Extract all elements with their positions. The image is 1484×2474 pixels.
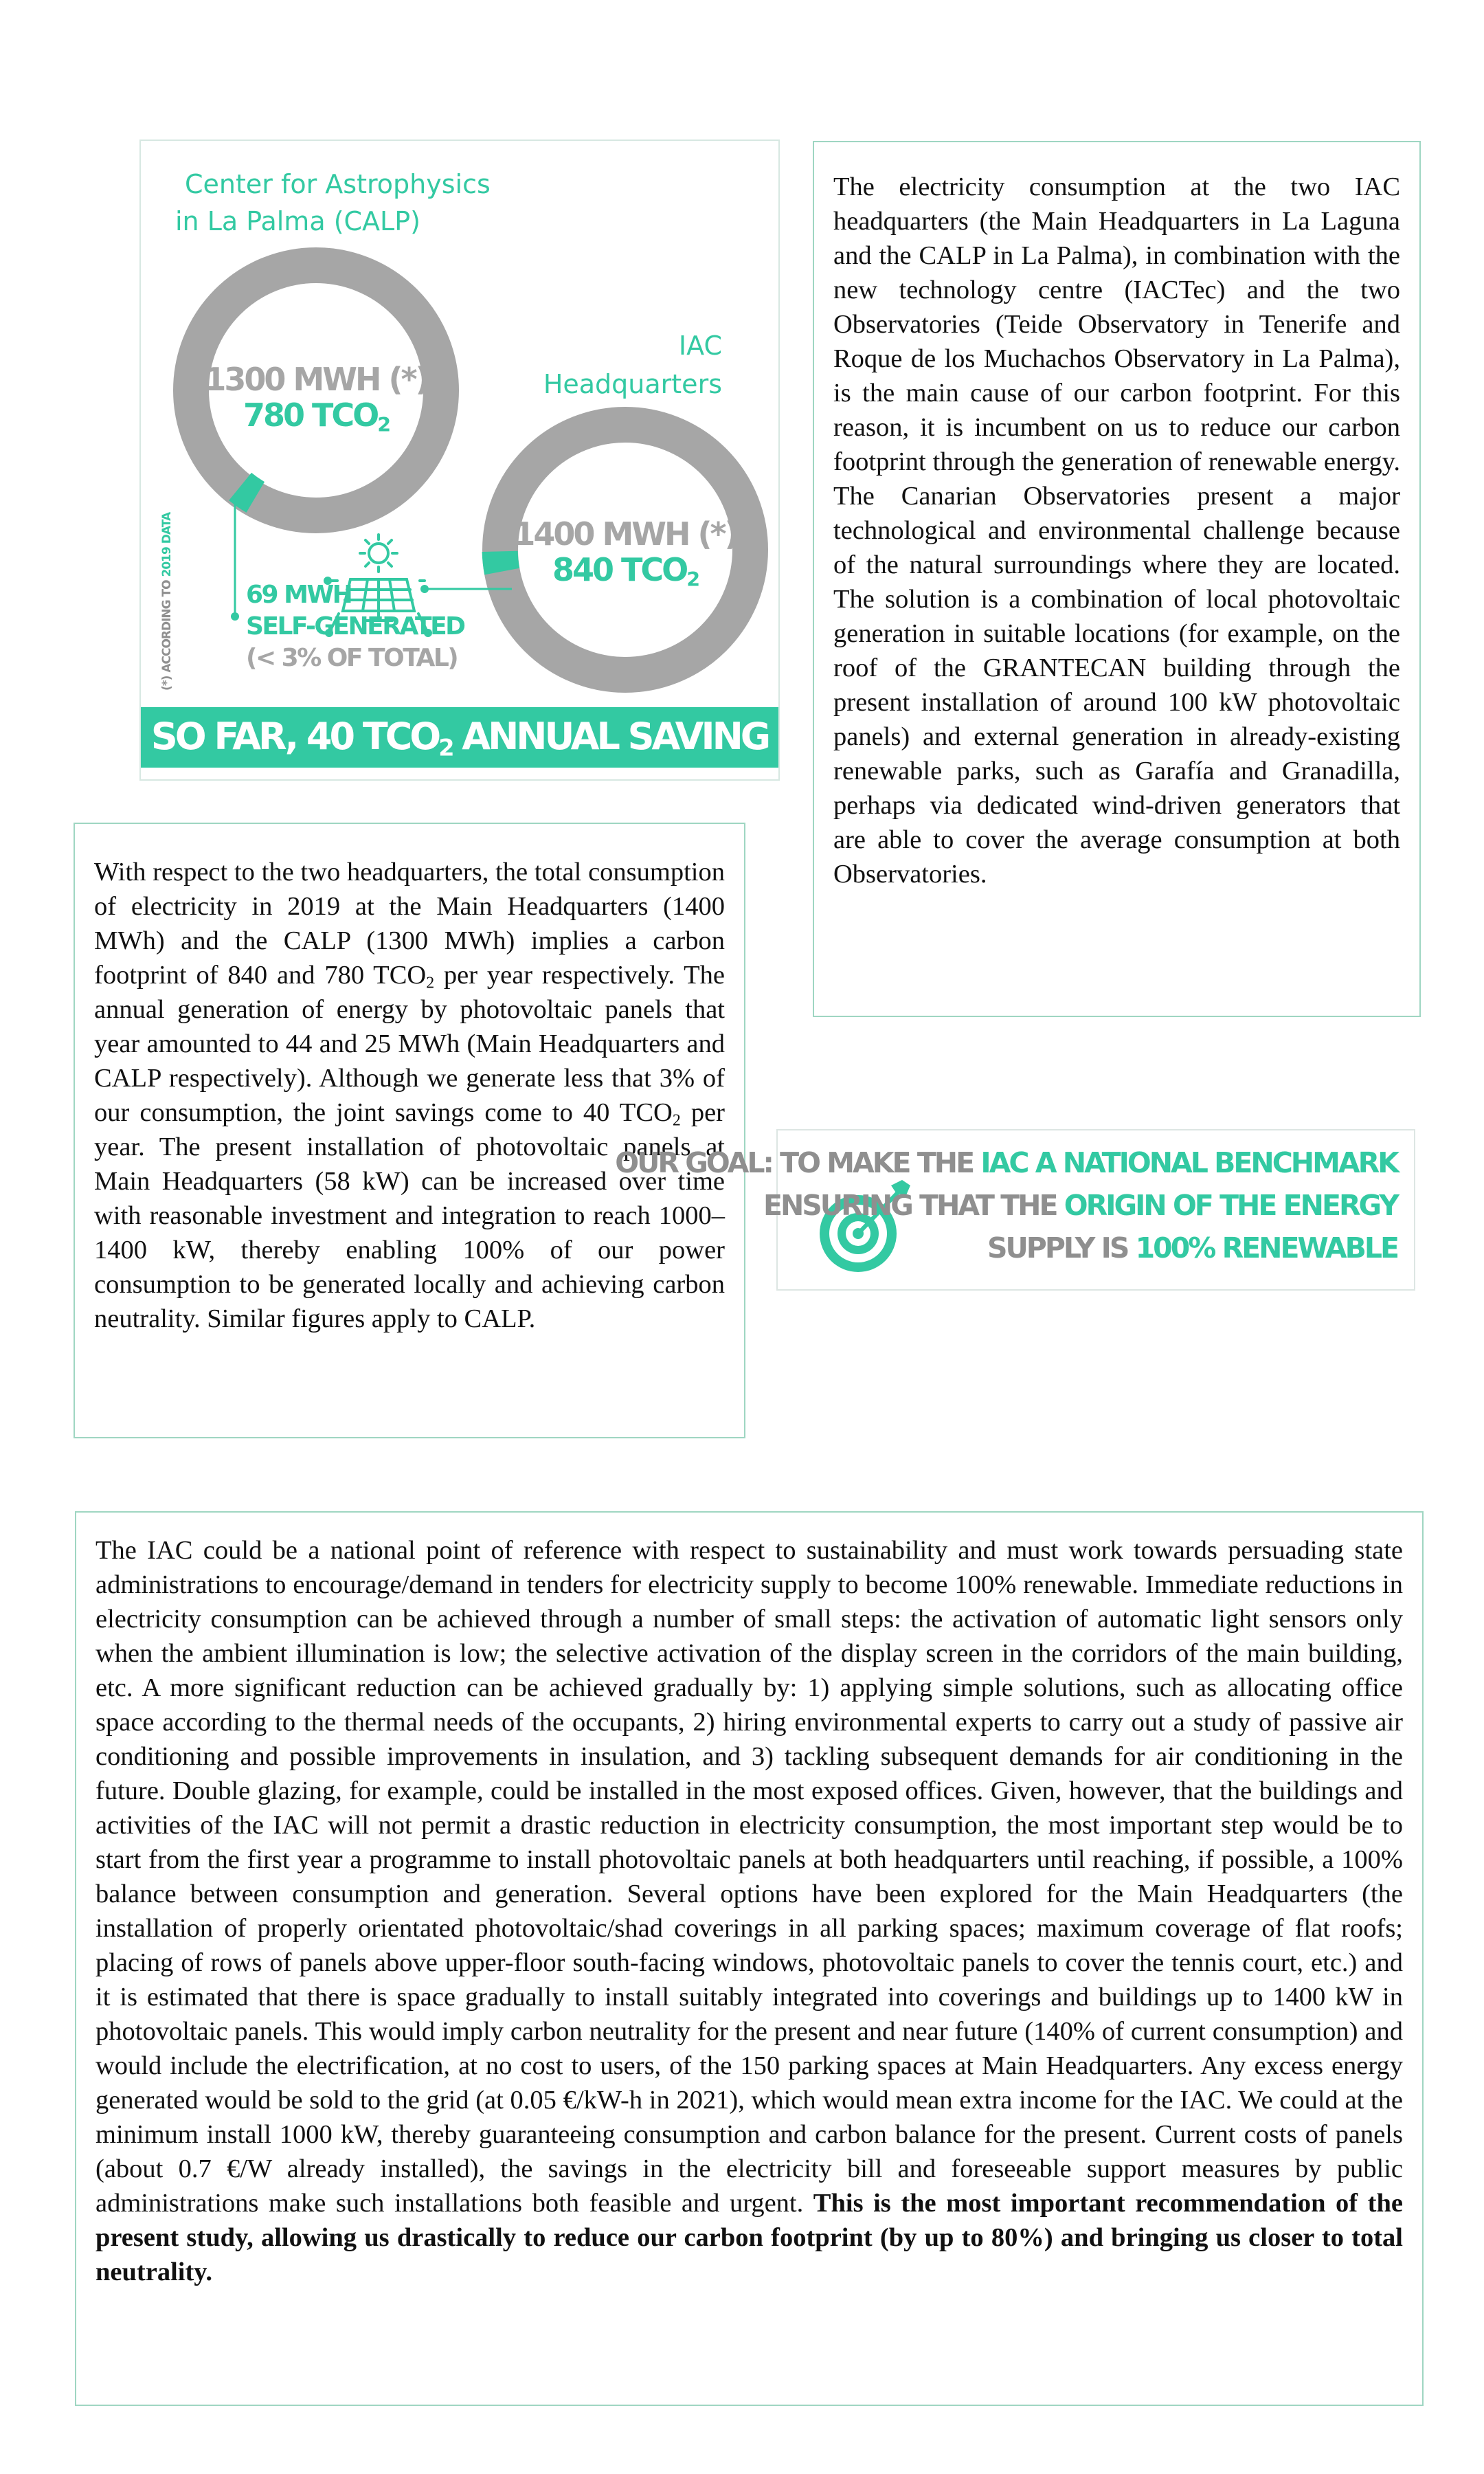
- hq-tco2-value: 840 $TCO_2$: [552, 551, 699, 591]
- data-source-note-year: 2019 DATA: [160, 512, 174, 577]
- hq-title-line2: Headquarters: [543, 369, 722, 399]
- self-generated-percent: (< 3% OF TOTAL): [246, 644, 458, 672]
- recommendation-text-box: [75, 1511, 1424, 2406]
- calp-title-line2: in La Palma (CALP): [175, 206, 420, 236]
- goal-text: [615, 1141, 1397, 1269]
- calp-tco2-value: 780 $TCO_2$: [243, 397, 390, 436]
- observatories-text-box: [813, 141, 1421, 1017]
- recommendation-highlight: This is the most important recommendation of the present study, allowing us drastically to reduce our carbon footprint (by up to 80%) and bringing us closer to total neutrality.: [95, 2189, 1403, 2286]
- hq-values: [512, 515, 739, 591]
- data-source-note: [160, 513, 174, 691]
- hq-title-line1: IAC: [678, 331, 722, 361]
- carbon-footprint-infographic: [139, 140, 780, 781]
- calp-mwh-value: 1300 MWH (*): [204, 361, 428, 398]
- self-generated-mwh: 69 MWH: [246, 581, 352, 609]
- headquarters-paragraph: With respect to the two headquarters, the total consumption of electricity in 2019 at the Main Headquarters (1400 MWh) and the CALP (1300 MWh) implies a carbon footprint of 840 and 780 $TCO_2$ per year respectively. The annual generation of energy by photovoltaic panels that year amounted to 44 and 25 MWh (Main Headquarters and CALP respectively). Although we generate less that 3% of our consumption, the joint savings come to 40 $TCO_2$ per year. The present installation of photovoltaic panels at Main Headquarters (58 kW) can be increased over time with reasonable investment and integration to reach 1000–1400 kW, thereby enabling 100% of our power consumption to be generated locally and achieving carbon neutrality. Similar figures apply to CALP.: [94, 858, 725, 1333]
- calp-donut-self-generated-segment: [240, 487, 256, 498]
- hq-mwh-value: 1400 MWH (*): [513, 515, 737, 553]
- annual-saving-banner: SO FAR, 40 $TCO_2$ ANNUAL SAVING: [150, 715, 769, 761]
- goal-line-3: SUPPLY IS 100% RENEWABLE: [987, 1232, 1397, 1264]
- calp-title-line1: Center for Astrophysics: [185, 169, 491, 199]
- hq-title: [526, 326, 722, 403]
- observatories-paragraph: The electricity consumption at the two IAC headquarters (the Main Headquarters in La Laguna and the CALP in La Palma), in combination with the new technology centre (IACTec) and the two Observatories (Teide Observatory in Tenerife and Roque de los Muchachos Observatory in La Palma), is the main cause of our carbon footprint. For this reason, it is incumbent on us to reduce our carbon footprint through the generation of renewable energy. The Canarian Observatories present a major technological and environmental challenge because of the natural surroundings where they are located. The solution is a combination of local photovoltaic generation in suitable locations (for example, on the roof of the GRANTECAN building through the present installation of around 100 kW photovoltaic panels) and external generation in already-existing renewable parks, such as Garafía and Granadilla, perhaps via dedicated wind-driven generators that are able to cover the average consumption at both Observatories.: [833, 172, 1400, 889]
- calp-values: [203, 361, 429, 436]
- goal-line-2: ENSURING THAT THE ORIGIN OF THE ENERGY: [763, 1189, 1397, 1222]
- goal-line-1: OUR GOAL: TO MAKE THE IAC A NATIONAL BENCHMARK: [615, 1146, 1397, 1179]
- goal-box: [615, 1129, 1415, 1291]
- hq-donut-self-generated-segment: [500, 551, 502, 571]
- calp-connector-dot: [231, 612, 239, 621]
- self-generated-text: SELF-GENERATED: [246, 612, 464, 640]
- recommendation-body: The IAC could be a national point of reference with respect to sustainability and must work towards persuading state administrations to encourage/demand in tenders for electricity supply to become 100% renewable. Immediate reductions in electricity consumption can be achieved through a number of small steps: the activation of automatic light sensors only when the ambient illumination is low; the selective activation of the display screen in the corridors of the main building, etc. A more significant reduction can be achieved gradually by: 1) applying simple solutions, such as allocating office space according to the thermal needs of the occupants, 2) hiring environmental experts to carry out a study of passive air conditioning and possible improvements in insulation, and 3) tackling subsequent demands for air conditioning in the future. Double glazing, for example, could be installed in the most exposed offices. Given, however, that the buildings and activities of the IAC will not permit a drastic reduction in electricity consumption, the most important step would be to start from the first year a programme to install photovoltaic panels at both headquarters until reaching, if possible, a 100% balance between consumption and generation. Several options have been explored for the Main Headquarters (the installation of properly orientated photovoltaic/shad coverings in all parking spaces; maximum coverage of flat roofs; placing of rows of panels above upper-floor south-facing windows, photovoltaic panels to cover the tennis court, etc.) and it is estimated that there is space gradually to install suitably integrated into coverings and buildings up to 1400 kW in photovoltaic panels. This would imply carbon neutrality for the present and near future (140% of current consumption) and would include the electrification, at no cost to users, of the 150 parking spaces at Main Headquarters. Any excess energy generated would be sold to the grid (at 0.05 €/kW-h in 2021), which would mean extra income for the IAC. We could at the minimum install 1000 kW, thereby guaranteeing consumption and carbon balance for the present. Current costs of panels (about 0.7 €/W already installed), the savings in the electricity bill and foreseeable support measures by public administrations make such installations both feasible and urgent.: [95, 1536, 1403, 2218]
- headquarters-text-box: [74, 823, 745, 1438]
- calp-title: [175, 166, 491, 240]
- recommendation-paragraph: [95, 1533, 1403, 2289]
- data-source-note-prefix: (*) ACCORDING TO: [160, 580, 174, 691]
- self-generated-label: [246, 579, 464, 674]
